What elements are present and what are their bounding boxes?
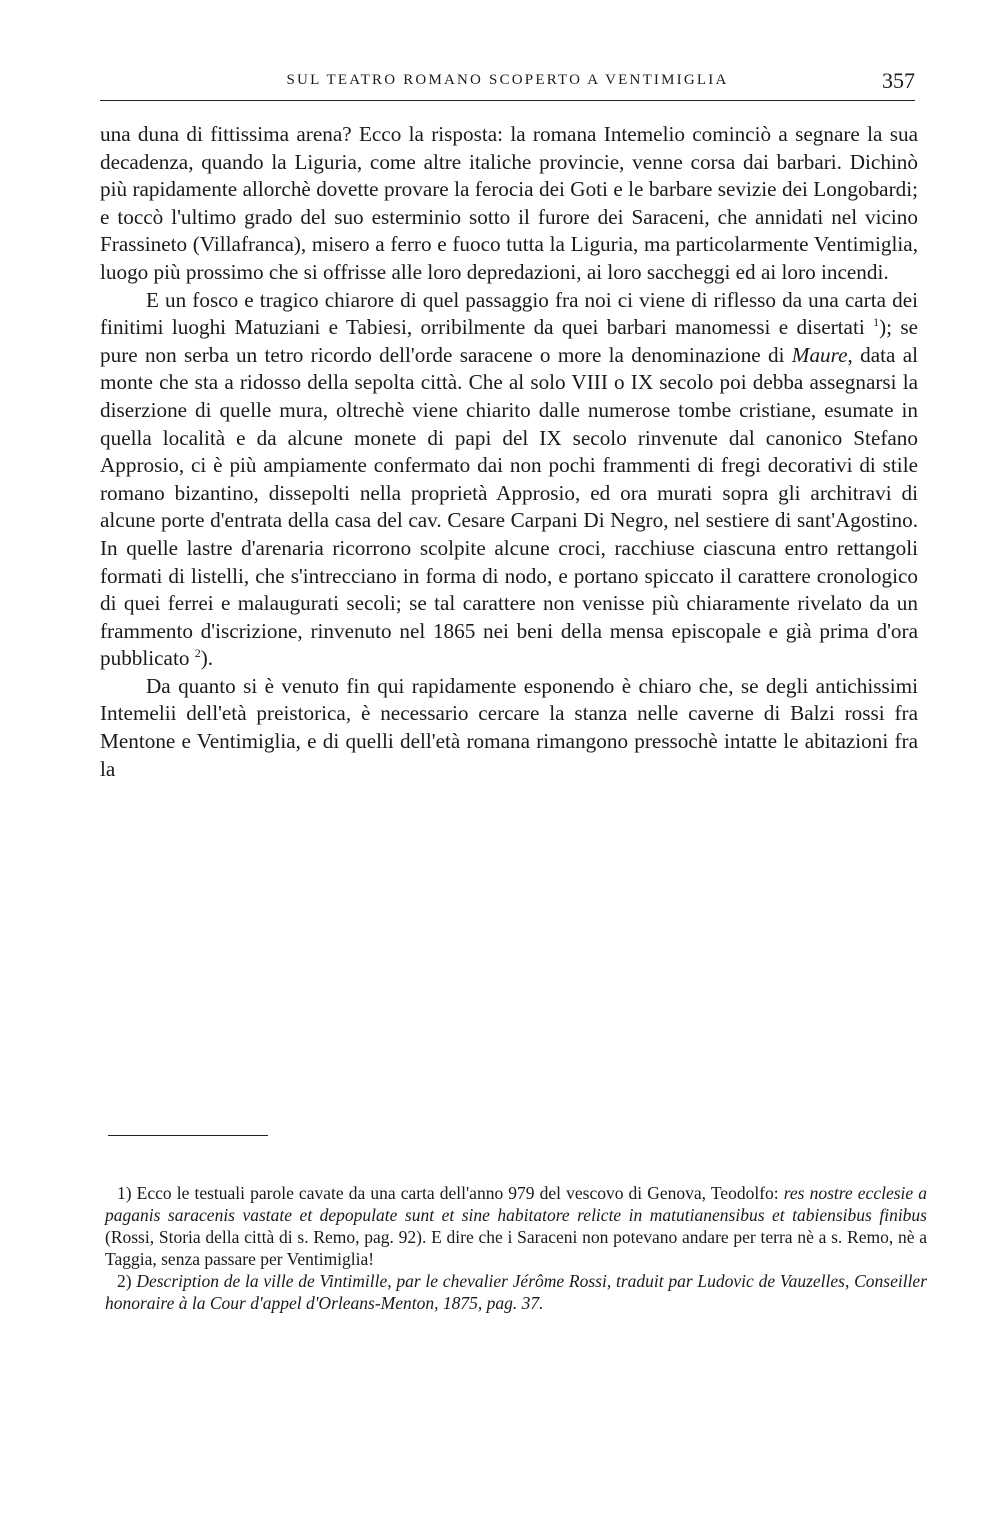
footnote-ref-2: 2: [194, 646, 201, 661]
footnote-text: 1) Ecco le testuali parole cavate da una carta dell'anno 979 del vescovo di Genova, Teodolfo:: [117, 1183, 779, 1203]
emphasis-maure: Maure: [791, 342, 848, 367]
paragraph-text: ).: [200, 646, 214, 671]
header-rule: [100, 100, 915, 101]
running-title: SUL TEATRO ROMANO SCOPERTO A VENTIMIGLIA: [286, 72, 729, 88]
paragraph-text: Da quanto si è venuto fin qui rapidamente esponendo è chiaro che, se degli antichissimi Intemelii dell'età preistorica, è necessario cercare la stanza nelle caverne di Balzi rossi fra Mentone e Ventimiglia, e di quelli dell'età romana rimangono pressochè intatte le abitazioni fra la: [100, 673, 918, 781]
body-text: [100, 121, 918, 783]
footnote-number: 2): [117, 1271, 132, 1291]
footnote-separator: [108, 1135, 268, 1136]
footnote-ref-1: 1: [873, 315, 880, 330]
page-header: [100, 60, 915, 100]
footnote-1: [105, 1182, 927, 1270]
footnote-quote: res nostre ecclesie a paganis saracenis vastate et depopulate sunt et sine habitatore relicte in matutianensibus et tabiensibus finibus: [105, 1183, 928, 1225]
page-number: 357: [882, 68, 915, 93]
paragraph-text: E un fosco e tragico chiarore di quel passaggio fra noi ci viene di riflesso da una carta dei finitimi luoghi Matuziani e Tabiesi, orribilmente da quei barbari manomessi e disertati: [100, 287, 918, 340]
footnote-2: [105, 1270, 927, 1314]
paragraph-text: ); se pure non serba un tetro ricordo dell'orde saracene o more la denominazione di: [100, 315, 919, 367]
footnote-citation: Description de la ville de Vintimille, par le chevalier Jérôme Rossi, traduit par Ludovic de Vauzelles, Conseiller honoraire à la Cour d'appel d'Orleans-Menton, 1875, pag. 37.: [105, 1271, 928, 1313]
paragraph-text: , data al monte che sta a ridosso della sepolta città. Che al solo VIII o IX secolo poi debba assegnarsi la diserzione di quelle mura, oltrechè viene chiarito dalle numerose tombe cristiane, esumate in quella località e da alcune monete di papi del IX secolo rinvenute dal canonico Stefano Approsio, ci è più ampiamente confermato dai non pochi frammenti di fregi decorativi di stile romano bizantino, dissepolti nella proprietà Approsio, ed ora murati sopra gli architravi di alcune porte d'entrata della casa del cav. Cesare Carpani Di Negro, nel sestiere di sant'Agostino. In quelle lastre d'arenaria ricorrono scolpite alcune croci, racchiuse ciascuna entro rettangoli formati di listelli, che s'intrecciano in forma di nodo, e portano spiccato il carattere cronologico di quei ferrei e malaugurati secoli; se tal carattere non venisse più chiaramente rivelato da un frammento d'iscrizione, rinvenuto nel 1865 nei beni della mensa episcopale e già prima d'ora pubblicato: [100, 342, 918, 671]
footnotes: [105, 1182, 927, 1314]
paragraph-1: [100, 121, 918, 287]
paragraph-2: [100, 287, 918, 673]
paragraph-text: una duna di fittissima arena? Ecco la risposta: la romana Intemelio cominciò a segnare la sua decadenza, quando la Liguria, come altre italiche provincie, venne corsa dai barbari. Dichinò più rapidamente allorchè dovette provare la ferocia dei Goti e le barbare sevizie dei Longobardi; e toccò l'ultimo grado del suo esterminio sotto il furore dei Saraceni, che annidati nel vicino Frassineto (Villafranca), misero a ferro e fuoco tutta la Liguria, ma particolarmente Ventimiglia, luogo più prossimo che si offrisse alle loro depredazioni, ai loro saccheggi ed ai loro incendi.: [100, 122, 918, 284]
paragraph-3: [100, 673, 918, 783]
footnote-text: (Rossi, Storia della città di s. Remo, pag. 92). E dire che i Saraceni non potevano andare per terra nè a s. Remo, nè a Taggia, senza passare per Ventimiglia!: [105, 1227, 927, 1269]
